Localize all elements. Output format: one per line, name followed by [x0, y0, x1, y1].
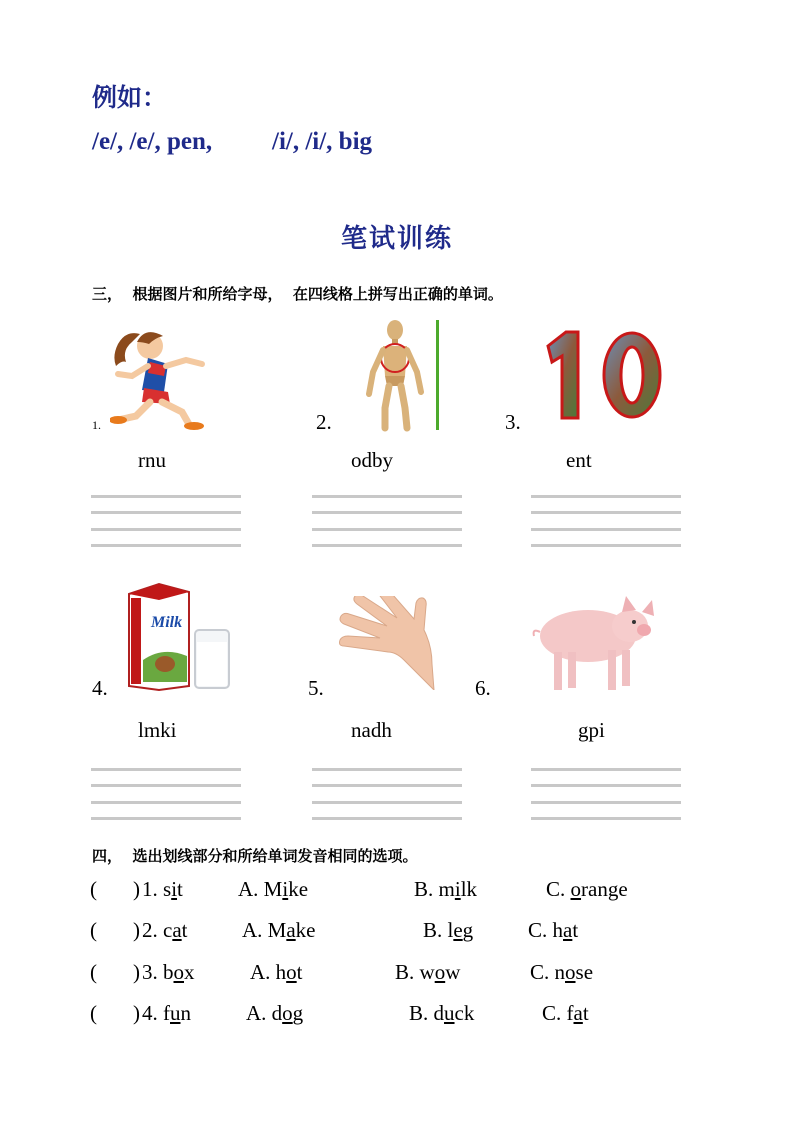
option-c [542, 1001, 589, 1026]
underlined-letter: e [453, 918, 463, 942]
word-part: t [572, 918, 579, 942]
option-a [242, 918, 316, 943]
item-number: 1. [92, 418, 101, 432]
item-number: 5. [308, 676, 324, 700]
scrambled-letters: rnu [138, 448, 166, 472]
scrambled-letters: nadh [351, 718, 392, 742]
word-part: n [180, 1001, 191, 1025]
four-line-grid[interactable] [312, 495, 462, 549]
word-part: B. m [414, 877, 455, 901]
item-number: 6. [475, 676, 491, 700]
question-word [142, 918, 188, 943]
word-part: A. M [238, 877, 283, 901]
underlined-letter: a [563, 918, 573, 942]
answer-paren-close: ) [133, 1001, 140, 1025]
word-part: x [184, 960, 195, 984]
word-part: t [582, 1001, 589, 1025]
word-part: t [296, 960, 303, 984]
running-girl-icon [110, 322, 215, 432]
option-c [530, 960, 593, 985]
underlined-letter: o [565, 960, 576, 984]
question-number: 3. [142, 960, 163, 984]
underlined-letter: o [434, 960, 446, 984]
word-part: B. d [409, 1001, 445, 1025]
number-ten-icon [540, 328, 665, 423]
word-part: c [163, 918, 173, 942]
word-part: range [581, 877, 628, 901]
four-line-grid[interactable] [531, 768, 681, 822]
scrambled-letters: ent [566, 448, 592, 472]
answer-paren-close: ) [133, 877, 140, 901]
pig-icon [530, 592, 660, 694]
option-c [528, 918, 578, 943]
word-part: C. f [542, 1001, 574, 1025]
word-part: t [177, 877, 183, 901]
carton-label: Milk [151, 614, 183, 631]
example-part-2: /i/, /i/, big [272, 128, 373, 155]
word-part: lk [460, 877, 478, 901]
option-b [423, 918, 473, 943]
option-b [414, 877, 477, 902]
word-part: ke [295, 918, 316, 942]
answer-paren-open[interactable]: ( [90, 1001, 97, 1025]
word-part: A. h [250, 960, 287, 984]
option-c [546, 877, 628, 902]
underlined-letter: i [171, 877, 178, 901]
question-number: 1. [142, 877, 163, 901]
underlined-letter: i [454, 877, 461, 901]
item-number: 3. [505, 410, 521, 434]
word-part: se [575, 960, 594, 984]
question-number: 4. [142, 1001, 163, 1025]
question-word [142, 960, 195, 985]
word-part: B. l [423, 918, 454, 942]
answer-paren-close: ) [133, 960, 140, 984]
word-part: t [181, 918, 188, 942]
underlined-letter: o [286, 960, 297, 984]
underlined-letter: a [573, 1001, 583, 1025]
example-label: 例如： [92, 83, 168, 112]
answer-paren-open[interactable]: ( [90, 960, 97, 984]
page-title: 笔试训练 [340, 224, 453, 254]
underlined-letter: u [170, 1001, 181, 1025]
word-part: b [163, 960, 174, 984]
underlined-letter: o [282, 1001, 293, 1025]
word-part: A. d [246, 1001, 283, 1025]
section-3-heading: 三， 根据图片和所给字母， 在四线格上拼写出正确的单词。 [92, 285, 503, 303]
four-line-grid[interactable] [312, 768, 462, 822]
scrambled-letters: lmki [138, 718, 177, 742]
word-part: g [462, 918, 474, 942]
word-part: g [292, 1001, 304, 1025]
four-line-grid[interactable] [91, 495, 241, 549]
underlined-letter: a [286, 918, 296, 942]
option-b [409, 1001, 474, 1026]
item-number: 4. [92, 676, 108, 700]
answer-paren-open[interactable]: ( [90, 877, 97, 901]
underlined-letter: u [444, 1001, 455, 1025]
option-b [395, 960, 460, 985]
question-word [142, 1001, 191, 1026]
word-part: w [445, 960, 461, 984]
section-4-heading: 四， 选出划线部分和所给单词发音相同的选项。 [92, 847, 418, 865]
question-number: 2. [142, 918, 163, 942]
four-line-grid[interactable] [91, 768, 241, 822]
word-part: ke [288, 877, 309, 901]
four-line-grid[interactable] [531, 495, 681, 549]
item-number: 2. [316, 410, 332, 434]
example-part-1: /e/, /e/, pen, [92, 128, 213, 155]
scrambled-letters: gpi [578, 718, 605, 742]
word-part: s [163, 877, 172, 901]
hand-icon [338, 596, 438, 690]
word-part: C. n [530, 960, 566, 984]
word-part: B. w [395, 960, 435, 984]
word-part: A. M [242, 918, 287, 942]
scrambled-letters: odby [351, 448, 393, 472]
answer-paren-close: ) [133, 918, 140, 942]
wooden-mannequin-icon [345, 318, 440, 433]
option-a [238, 877, 308, 902]
word-part: ck [454, 1001, 475, 1025]
underlined-letter: o [173, 960, 184, 984]
underlined-letter: i [282, 877, 289, 901]
question-word [142, 877, 183, 902]
option-a [250, 960, 303, 985]
milk-carton-icon [125, 580, 235, 692]
answer-paren-open[interactable]: ( [90, 918, 97, 942]
underlined-letter: o [570, 877, 582, 901]
word-part: C. h [528, 918, 564, 942]
word-part: C. [546, 877, 571, 901]
word-part: f [163, 1001, 170, 1025]
option-a [246, 1001, 303, 1026]
underlined-letter: a [172, 918, 182, 942]
